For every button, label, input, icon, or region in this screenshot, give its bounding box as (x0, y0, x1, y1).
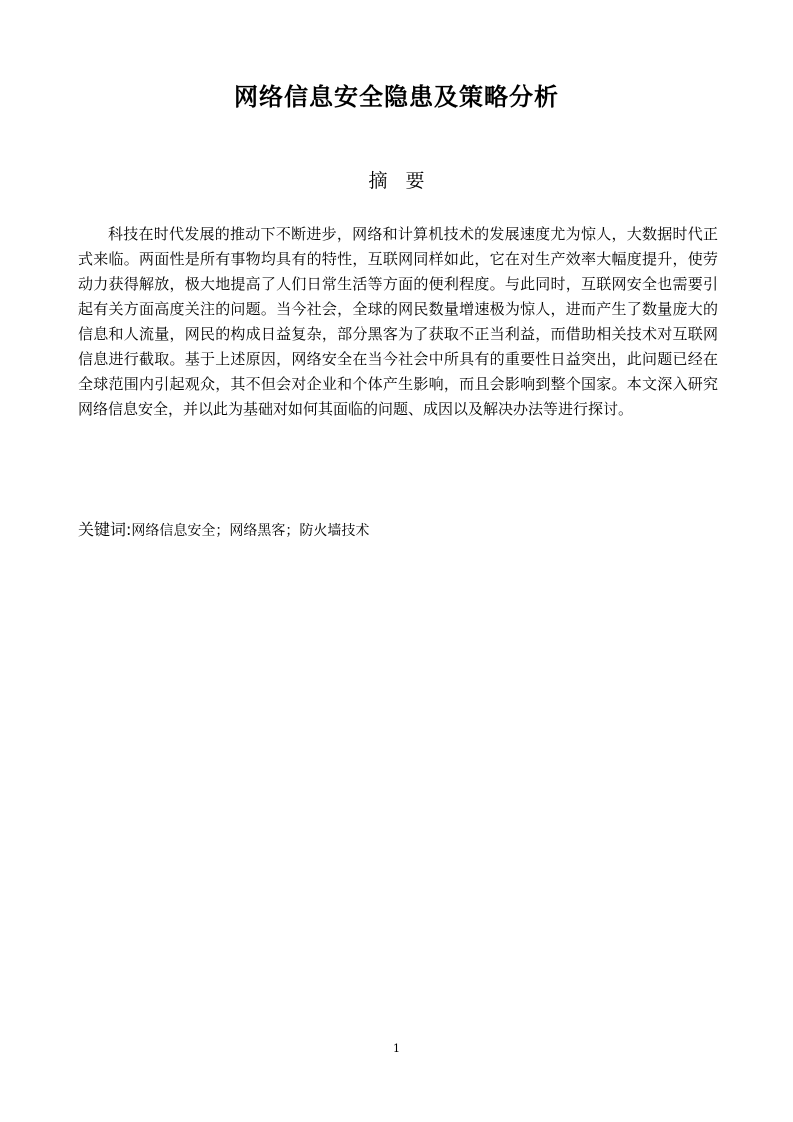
document-title: 网络信息安全隐患及策略分析 (234, 83, 559, 111)
page-number: 1 (393, 1042, 400, 1055)
keywords-text: 网络信息安全；网络黑客；防火墙技术 (131, 523, 370, 539)
abstract-heading: 摘要 (368, 170, 443, 192)
abstract-paragraph: 科技在时代发展的推动下不断进步，网络和计算机技术的发展速度尤为惊人，大数据时代正式来临。两面性是所有事物均具有的特性，互联网同样如此，它在对生产效率大幅度提升，使劳动力获得解放，极大地提高了人们日常生活等方面的便利程度。与此同时，互联网安全也需要引起有关方面高度关注的问题。当今社会，全球的网民数量增速极为惊人，进而产生了数量庞大的信息和人流量，网民的构成日益复杂，部分黑客为了获取不正当利益，而借助相关技术对互联网信息进行截取。基于上述原因，网络安全在当今社会中所具有的重要性日益突出，此问题已经在全球范围内引起观众，其不但会对企业和个体产生影响，而且会影响到整个国家。本文深入研究网络信息安全，并以此为基础对如何其面临的问题、成因以及解决办法等进行探讨。 (78, 225, 718, 418)
keywords-line (78, 518, 718, 543)
keywords-label: 关键词: (78, 520, 132, 539)
